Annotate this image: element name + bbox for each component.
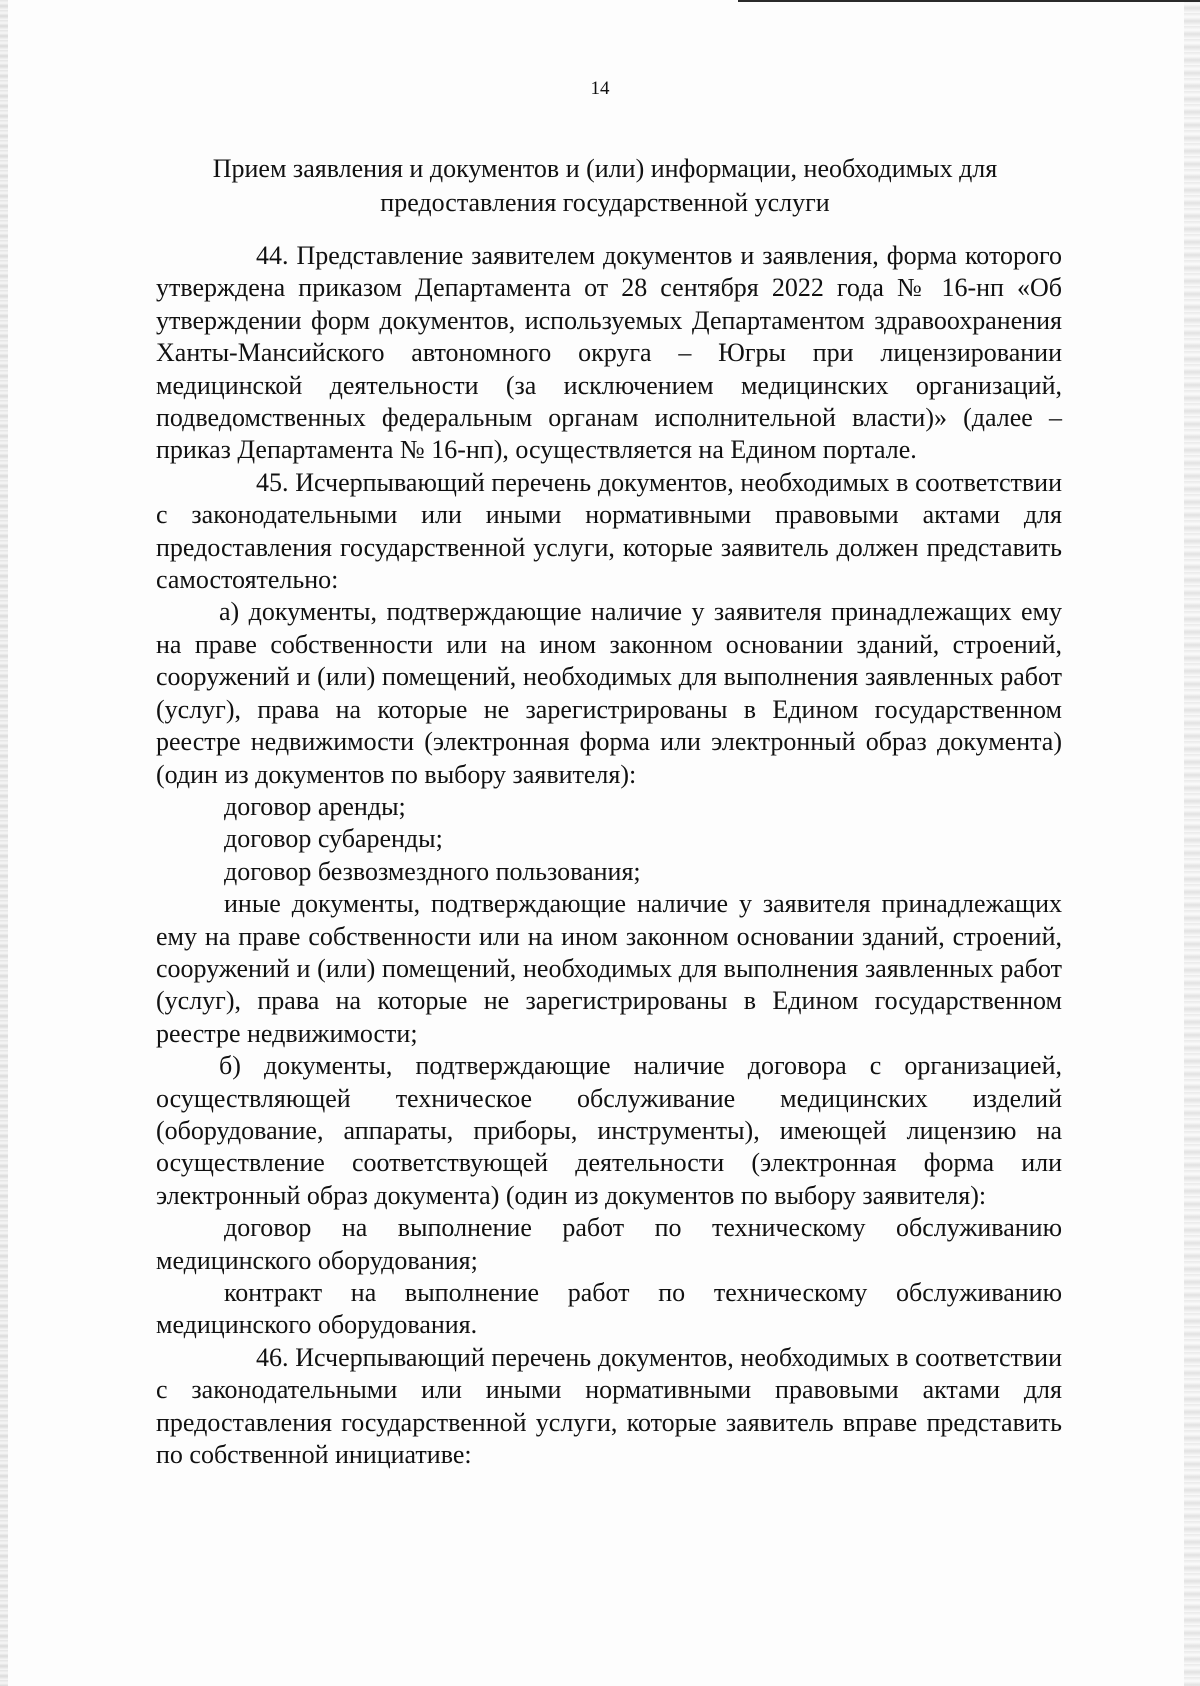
list-item-maintenance-agreement: договор на выполнение работ по техническому обслуживанию медицинского оборудования;: [156, 1213, 1062, 1275]
paragraph-45-a: а) документы, подтверждающие наличие у заявителя принадлежащих ему на праве собственности или на ином законном основании зданий, строений, сооружений и (или) помещений, необходимых для выполнения заявленных работ (услуг), права на которые не зарегистрированы в Едином государственном реестре недвижимости (электронная форма или электронный образ документа) (один из документов по выбору заявителя):: [156, 597, 1062, 789]
scan-edge-left: [0, 0, 8, 1686]
top-rule: [738, 0, 1200, 2]
list-item-sublease: договор субаренды;: [224, 824, 443, 854]
list-item-maintenance-contract: контракт на выполнение работ по техническому обслуживанию медицинского оборудования.: [156, 1278, 1062, 1340]
list-item-free-use: договор безвозмездного пользования;: [224, 856, 641, 886]
paragraph-45-b: б) документы, подтверждающие наличие договора с организацией, осуществляющей техническое обслуживание медицинских изделий (оборудование, аппараты, приборы, инструменты), имеющей лицензию на осуществление соответствующей деятельности (электронная форма или электронный образ документа) (один из документов по выбору заявителя):: [156, 1051, 1062, 1210]
paragraph-45: 45. Исчерпывающий перечень документов, необходимых в соответствии с законодательными или иными нормативными правовыми актами для предоставления государственной услуги, которые заявитель должен представить самостоятельно:: [156, 467, 1062, 595]
paragraph-44: 44. Представление заявителем документов и заявления, форма которого утверждена приказом Департамента от 28 сентября 2022 года № 16-нп «Об утверждении форм документов, используемых Департаментом здравоохранения Ханты-Мансийского автономного округа – Югры при лицензировании медицинской деятельности (за исключением медицинских организаций, подведомственных федеральным органам исполнительной власти)» (далее – приказ Департамента № 16-нп), осуществляется на Едином портале.: [156, 241, 1062, 465]
paragraph-46: 46. Исчерпывающий перечень документов, необходимых в соответствии с законодательными или иными нормативными правовыми актами для предоставления государственной услуги, которые заявитель вправе представить по собственной инициативе:: [156, 1342, 1062, 1470]
list-item-lease: договор аренды;: [224, 791, 406, 821]
section-heading: Прием заявления и документов и (или) информации, необходимых для предоставления государственной услуги: [212, 154, 998, 217]
list-item-other-documents: иные документы, подтверждающие наличие у заявителя принадлежащих ему на праве собственности или на ином законном основании зданий, строений, сооружений и (или) помещений, необходимых для выполнения заявленных работ (услуг), права на которые не зарегистрированы в Едином государственном реестре недвижимости;: [156, 889, 1062, 1048]
scan-edge-right: [1184, 0, 1200, 1686]
document-body: [156, 240, 1062, 1471]
page-number: 14: [590, 78, 610, 99]
